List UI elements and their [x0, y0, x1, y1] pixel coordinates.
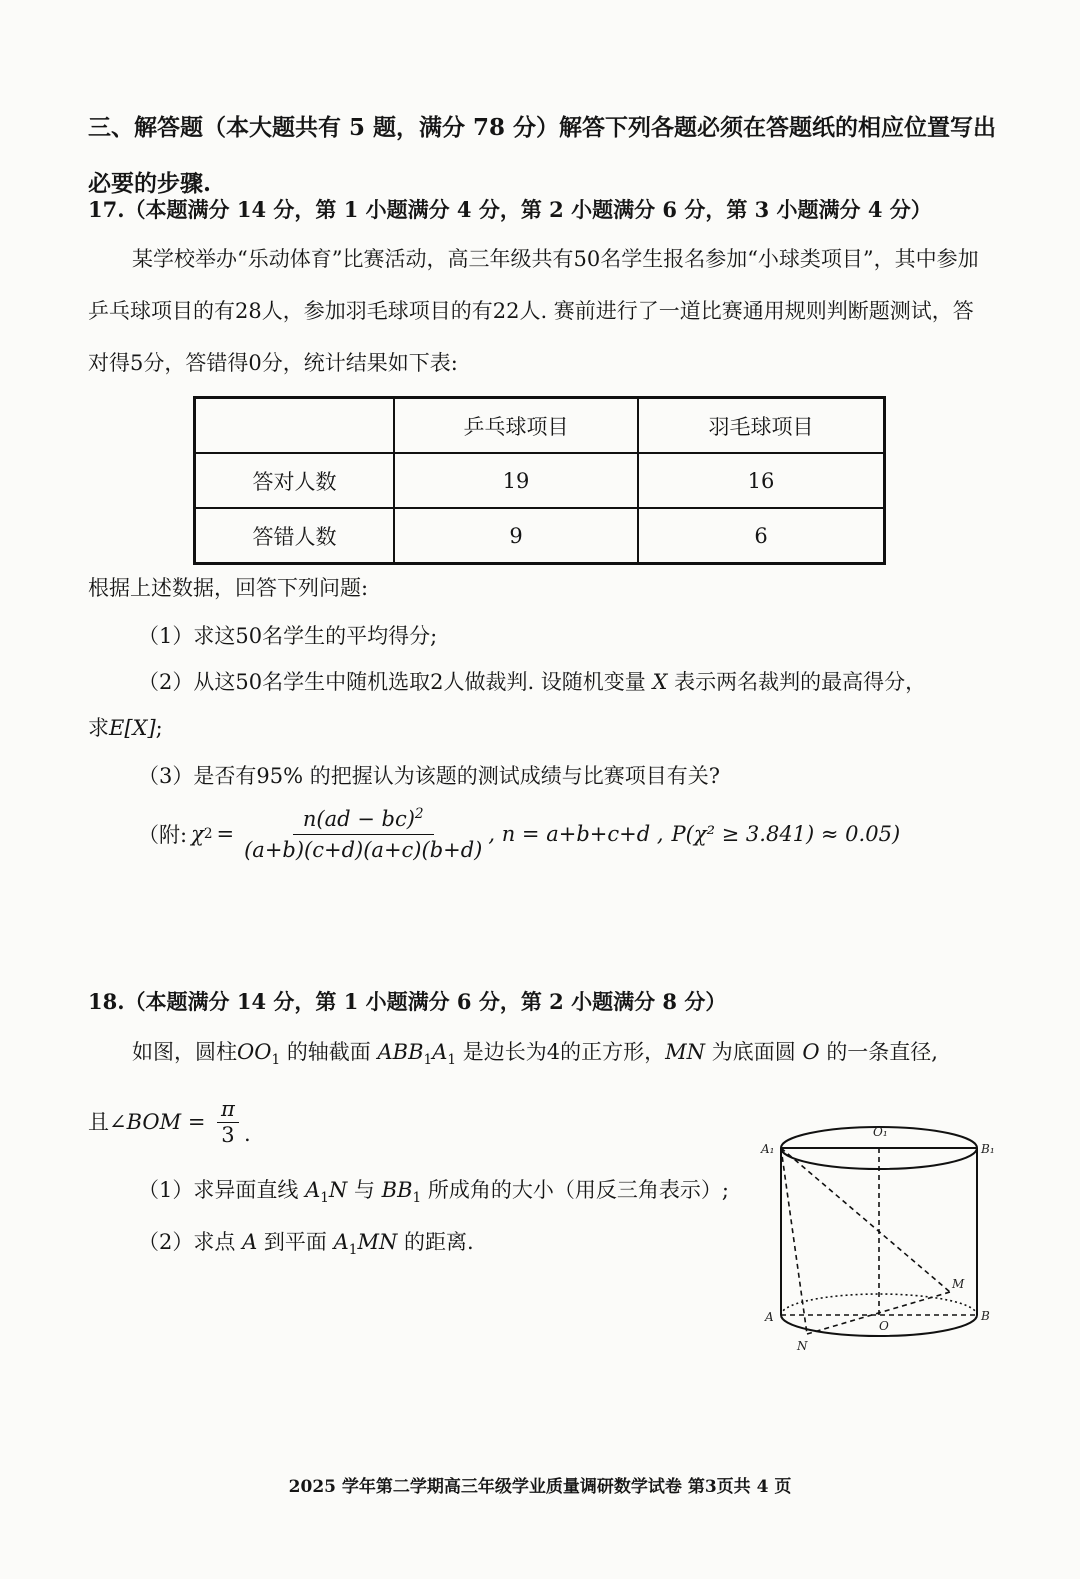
- cylinder-oo: OO: [237, 1040, 272, 1064]
- q18-line2: [88, 1096, 205, 1148]
- line-bb1: BB: [381, 1178, 413, 1202]
- cell-wrong-pingpong: 9: [394, 508, 638, 564]
- numerator-exponent: 2: [414, 806, 424, 822]
- page-footer: 2025 学年第二学期高三年级学业质量调研数学试卷 第3页共 4 页: [288, 1477, 792, 1497]
- table-row: [195, 453, 885, 508]
- q18-part1-a: （1）求异面直线: [138, 1178, 299, 1202]
- chi-square-note: [138, 806, 900, 862]
- cell-wrong-badminton: 6: [638, 508, 885, 564]
- angle-prefix: 且∠: [88, 1110, 127, 1134]
- row-label-wrong: 答错人数: [195, 508, 395, 564]
- plane-mn: MN: [357, 1230, 398, 1254]
- probability-note: P(χ² ≥ 3.841) ≈ 0.05): [671, 822, 901, 846]
- pi-denominator: 3: [221, 1123, 235, 1147]
- q18-part2-b: 到平面: [263, 1230, 327, 1254]
- pi-over-three: [217, 1097, 239, 1147]
- fraction-denominator: (a+b)(c+d)(a+c)(b+d): [244, 838, 483, 862]
- label-b1: B₁: [981, 1142, 995, 1156]
- label-o: O: [879, 1319, 889, 1333]
- q17-part2-text-a: （2）从这50名学生中随机选取2人做裁判. 设随机变量: [138, 670, 646, 694]
- q17-header: 17.（本题满分 14 分，第 1 小题满分 4 分，第 2 小题满分 6 分，第 3 小题满分 4 分）: [88, 197, 932, 222]
- line-a1n-a: A: [305, 1178, 321, 1202]
- q18-text-a: 如图，圆柱: [132, 1040, 237, 1064]
- note-equals: =: [216, 822, 235, 846]
- cell-correct-pingpong: 19: [394, 453, 638, 508]
- q18-text-e: 的一条直径,: [826, 1040, 938, 1064]
- variable-x: X: [652, 670, 668, 694]
- cylinder-sub: 1: [271, 1052, 281, 1069]
- note-prefix: （附:: [138, 823, 188, 847]
- numerator-text: n(ad − bc): [302, 807, 415, 831]
- q17-prompt: 根据上述数据，回答下列问题:: [88, 576, 369, 600]
- q18-part2-a: （2）求点: [138, 1230, 236, 1254]
- angle-equals: =: [187, 1110, 206, 1134]
- label-n: N: [797, 1339, 808, 1353]
- results-table: [193, 396, 886, 565]
- row-label-correct: 答对人数: [195, 453, 395, 508]
- table-header-pingpong: 乒乓球项目: [394, 398, 638, 454]
- q18-part2: [138, 1216, 474, 1276]
- table-header-row: [195, 398, 885, 454]
- q18-header: 18.（本题满分 14 分，第 1 小题满分 6 分，第 2 小题满分 8 分）: [88, 989, 727, 1014]
- expectation-ex: E[X]: [109, 716, 156, 740]
- circle-o: O: [802, 1040, 820, 1064]
- plane-sub: 1: [348, 1242, 358, 1259]
- q17-intro: 某学校举办“乐动体育”比赛活动，高三年级共有50名学生报名参加“小球类项目”，其中参加乒乓球项目的有28人，参加羽毛球项目的有22人. 赛前进行了一道比赛通用规则判断题测试，答对得5分，答错得0分，统计结果如下表:: [88, 247, 979, 375]
- q17-part3: （3）是否有95% 的把握认为该题的测试成绩与比赛项目有关?: [138, 764, 720, 788]
- label-a1: A₁: [761, 1142, 775, 1156]
- pi-numerator: π: [217, 1097, 239, 1123]
- chi-exponent: 2: [203, 826, 213, 842]
- label-a: A: [765, 1310, 774, 1324]
- q18-part2-c: 的距离.: [404, 1230, 474, 1254]
- plane-a: A: [333, 1230, 349, 1254]
- angle-bom: BOM: [126, 1110, 182, 1134]
- label-b: B: [981, 1309, 990, 1323]
- q18-part1-c: 所成角的大小（用反三角表示）;: [427, 1178, 729, 1202]
- q17-part2-line1: [138, 656, 998, 708]
- table-row: [195, 508, 885, 564]
- q18-text-d: 为底面圆: [711, 1040, 796, 1064]
- segment-a1n: [781, 1148, 807, 1334]
- q17-part2-text-b: 表示两名裁判的最高得分，: [674, 670, 927, 694]
- line-a1n-sub: 1: [320, 1190, 329, 1207]
- q18-line1: [132, 1026, 1002, 1086]
- section-title: 三、解答题（本大题共有 5 题，满分 78 分）解答下列各题必须在答题纸的相应位置写出必要的步骤.: [88, 114, 997, 197]
- section-a: A: [432, 1040, 448, 1064]
- table-corner-cell: [195, 398, 395, 454]
- table-header-badminton: 羽毛球项目: [638, 398, 885, 454]
- section-abb: ABB: [377, 1040, 424, 1064]
- chi-square-fraction: [244, 806, 482, 862]
- q17-part1: （1）求这50名学生的平均得分;: [138, 624, 438, 648]
- section-sub2: 1: [447, 1052, 457, 1069]
- q18-line2-dot: .: [244, 1122, 251, 1146]
- point-a: A: [242, 1230, 258, 1254]
- q18-text-b: 的轴截面: [286, 1040, 371, 1064]
- q17-part2-line2: [88, 702, 163, 754]
- q17-part2-text-c: 求: [88, 716, 109, 740]
- label-m: M: [952, 1277, 965, 1291]
- q17-part2-end: ;: [155, 716, 163, 740]
- n-definition: , n = a+b+c+d ,: [488, 822, 664, 846]
- cylinder-figure: [755, 1120, 1005, 1360]
- fraction-numerator: [293, 806, 434, 835]
- line-bb1-sub: 1: [412, 1190, 422, 1207]
- section-sub1: 1: [423, 1052, 433, 1069]
- label-o1: O₁: [873, 1125, 888, 1139]
- diameter-mn: MN: [665, 1040, 706, 1064]
- line-a1n-n: N: [328, 1178, 348, 1202]
- chi-symbol: χ: [191, 822, 204, 846]
- q18-part1-b: 与: [353, 1178, 375, 1202]
- cell-correct-badminton: 16: [638, 453, 885, 508]
- q18-text-c: 是边长为4的正方形，: [462, 1040, 666, 1064]
